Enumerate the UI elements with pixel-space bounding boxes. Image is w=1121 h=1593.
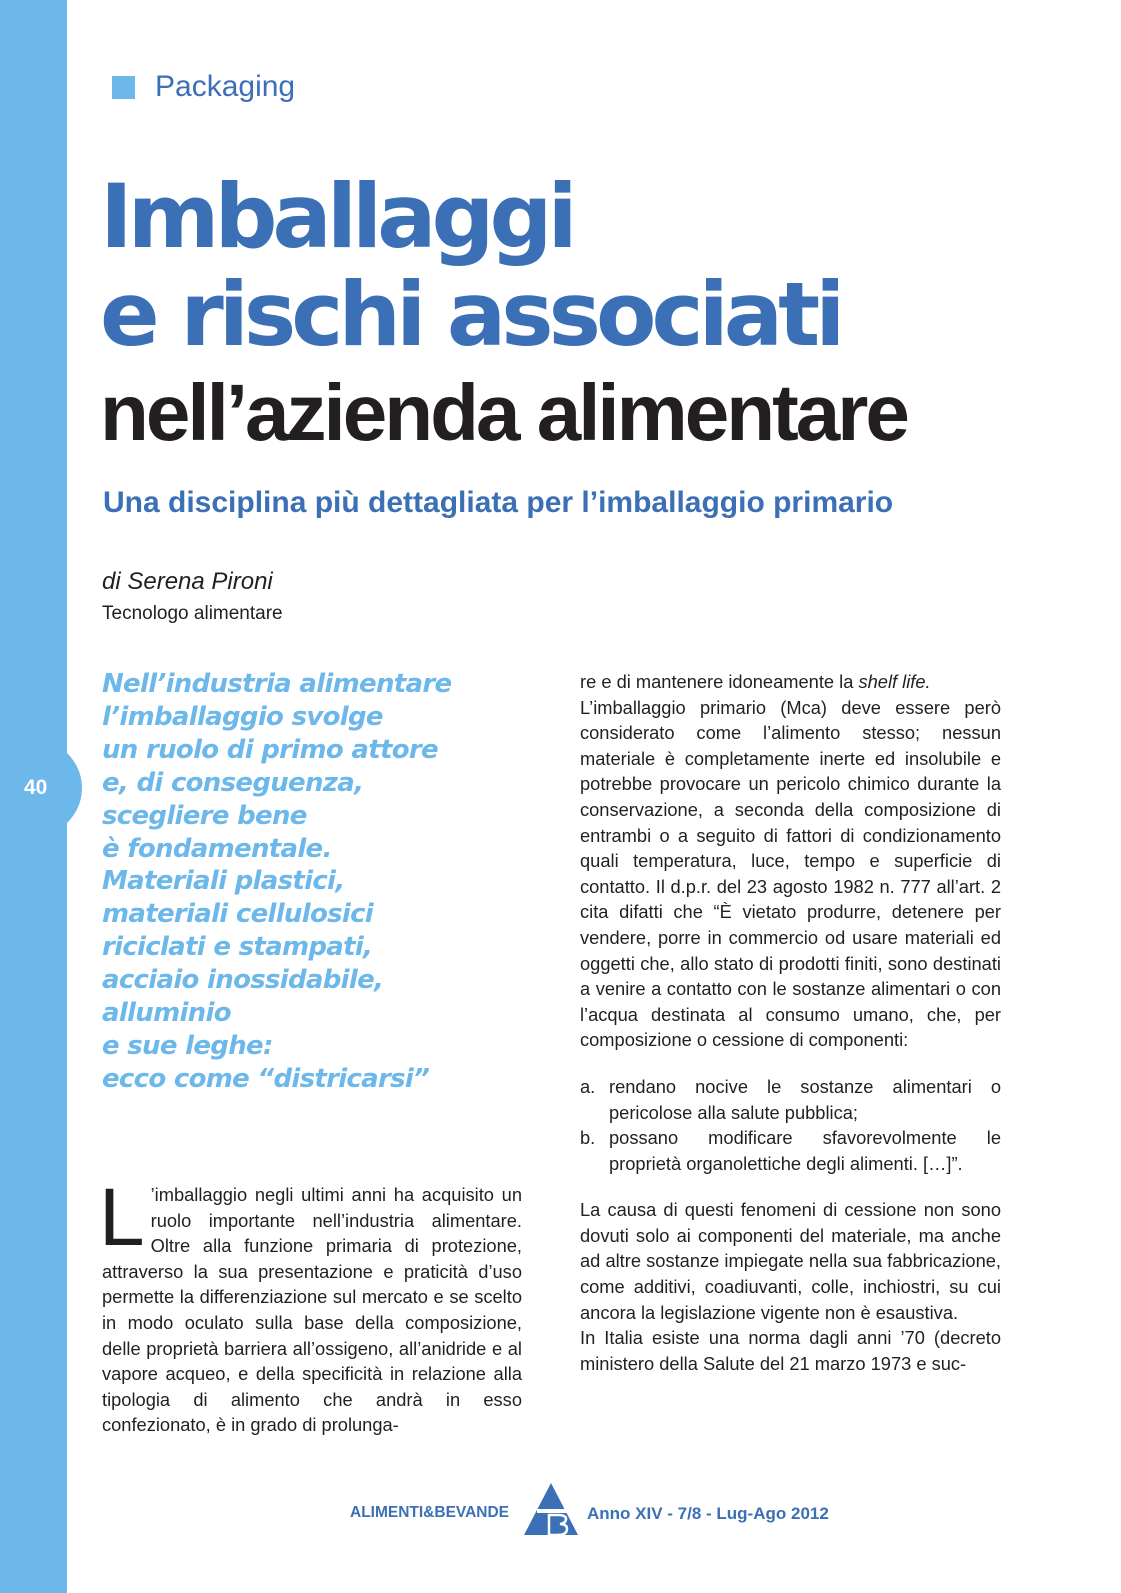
page-number: 40 xyxy=(24,776,48,799)
lead-quote-line: alluminio xyxy=(102,998,231,1029)
drop-cap: L xyxy=(99,1172,145,1263)
section-label: Packaging xyxy=(155,70,296,103)
body-paragraph: re e di mantenere idoneamente la shelf life. xyxy=(580,671,931,692)
list-marker: b. xyxy=(580,1127,596,1149)
lead-quote-line: riciclati e stampati, xyxy=(102,932,373,963)
author-name: di Serena Pironi xyxy=(102,568,273,595)
list-item-text: rendano nocive le sostanze alimentari o pericolose alla salute pubblica; xyxy=(609,1075,1001,1123)
title-line-3: nell’azienda alimentare xyxy=(100,368,907,457)
body-paragraph xyxy=(99,1172,522,1438)
lead-quote-line: un ruolo di primo attore xyxy=(102,734,438,765)
list-item xyxy=(580,1074,1001,1125)
body-column-right xyxy=(580,669,1001,1376)
lead-quote-line: acciaio inossidabile, xyxy=(102,965,384,996)
article-subtitle: Una disciplina più dettagliata per l’imballaggio primario xyxy=(103,486,894,519)
magazine-name: ALIMENTI&BEVANDE xyxy=(350,1504,510,1521)
lead-quote-line: materiali cellulosici xyxy=(102,899,374,930)
lead-quote-line: Nell’industria alimentare xyxy=(102,669,452,699)
page-number-tab xyxy=(0,740,82,836)
issue-info: Anno XIV - 7/8 - Lug-Ago 2012 xyxy=(587,1504,829,1523)
title-line-1: Imballaggi xyxy=(100,165,573,268)
body-column-left xyxy=(99,1172,522,1438)
left-paragraph-text: ’imballaggio negli ultimi anni ha acquisito un ruolo importante nell’industria alimentare. Oltre alla funzione primaria di protezione, attraverso la sua presentazione e praticità d’uso permette la differenziazione sul mercato e se scelto in modo oculato sulla base della composizione, delle proprietà barriera all’ossigeno, all’anidride e al vapore acqueo, e della specificità in relazione alla tipologia di alimento che andrà in esso confezionato, è in grado di prolunga- xyxy=(102,1184,522,1436)
section-tag xyxy=(112,70,295,104)
list-marker: a. xyxy=(580,1075,596,1097)
section-square-icon xyxy=(112,76,135,99)
lead-quote-line: è fondamentale. xyxy=(102,833,332,864)
shelf-life-text: shelf life. xyxy=(858,671,931,692)
author-role: Tecnologo alimentare xyxy=(102,603,283,624)
lead-quote xyxy=(102,668,542,1096)
article-title xyxy=(100,165,907,462)
magazine-logo-icon xyxy=(522,1481,580,1537)
body-paragraph: La causa di questi fenomeni di cessione non sono dovuti solo ai componenti del materiale, ma anche ad altre sostanze impiegate nella sua fabbricazione, come additivi, coadiuvanti, colle, inchiostri, su cui ancora la legislazione vigente non è esaustiva. xyxy=(580,1199,1001,1323)
lead-quote-line: scegliere bene xyxy=(102,800,307,831)
title-line-2: e rischi associati xyxy=(100,263,841,366)
page-footer xyxy=(0,1481,1121,1541)
list-item-text: possano modificare sfavorevolmente le proprietà organolettiche degli alimenti. […]”. xyxy=(609,1127,1001,1174)
body-paragraph: L’imballaggio primario (Mca) deve essere però considerato come l’alimento stesso; nessun materiale è completamente inerte ed insolubile e potrebbe provocare un pericolo chimico durante la conservazione, a seconda della composizione di entrambi o a seguito di fattori di condizionamento quali temperatura, luce, tempo e superficie di contatto. Il d.p.r. del 23 agosto 1982 n. 777 all’art. 2 cita difatti che “È vietato produrre, detenere per vendere, porre in commercio od usare materiali ed oggetti che, allo stato di prodotti finiti, sono destinati a venire a contatto con le sostanze alimentari o con l’acqua destinata al consumo umano, che, per composizione o cessione di componenti: xyxy=(580,696,1001,1051)
lead-quote-line: ecco come “districarsi” xyxy=(102,1063,430,1094)
body-paragraph: In Italia esiste una norma dagli anni ’70 (decreto ministero della Salute del 21 marzo 1973 e suc- xyxy=(580,1327,1001,1374)
lead-quote-line: Materiali plastici, xyxy=(102,866,345,897)
lead-quote-line: l’imballaggio svolge xyxy=(102,701,383,732)
citation-list xyxy=(580,1074,1001,1176)
lead-quote-line: e, di conseguenza, xyxy=(102,767,364,798)
list-item xyxy=(580,1125,1001,1176)
lead-quote-line: e sue leghe: xyxy=(102,1030,273,1061)
